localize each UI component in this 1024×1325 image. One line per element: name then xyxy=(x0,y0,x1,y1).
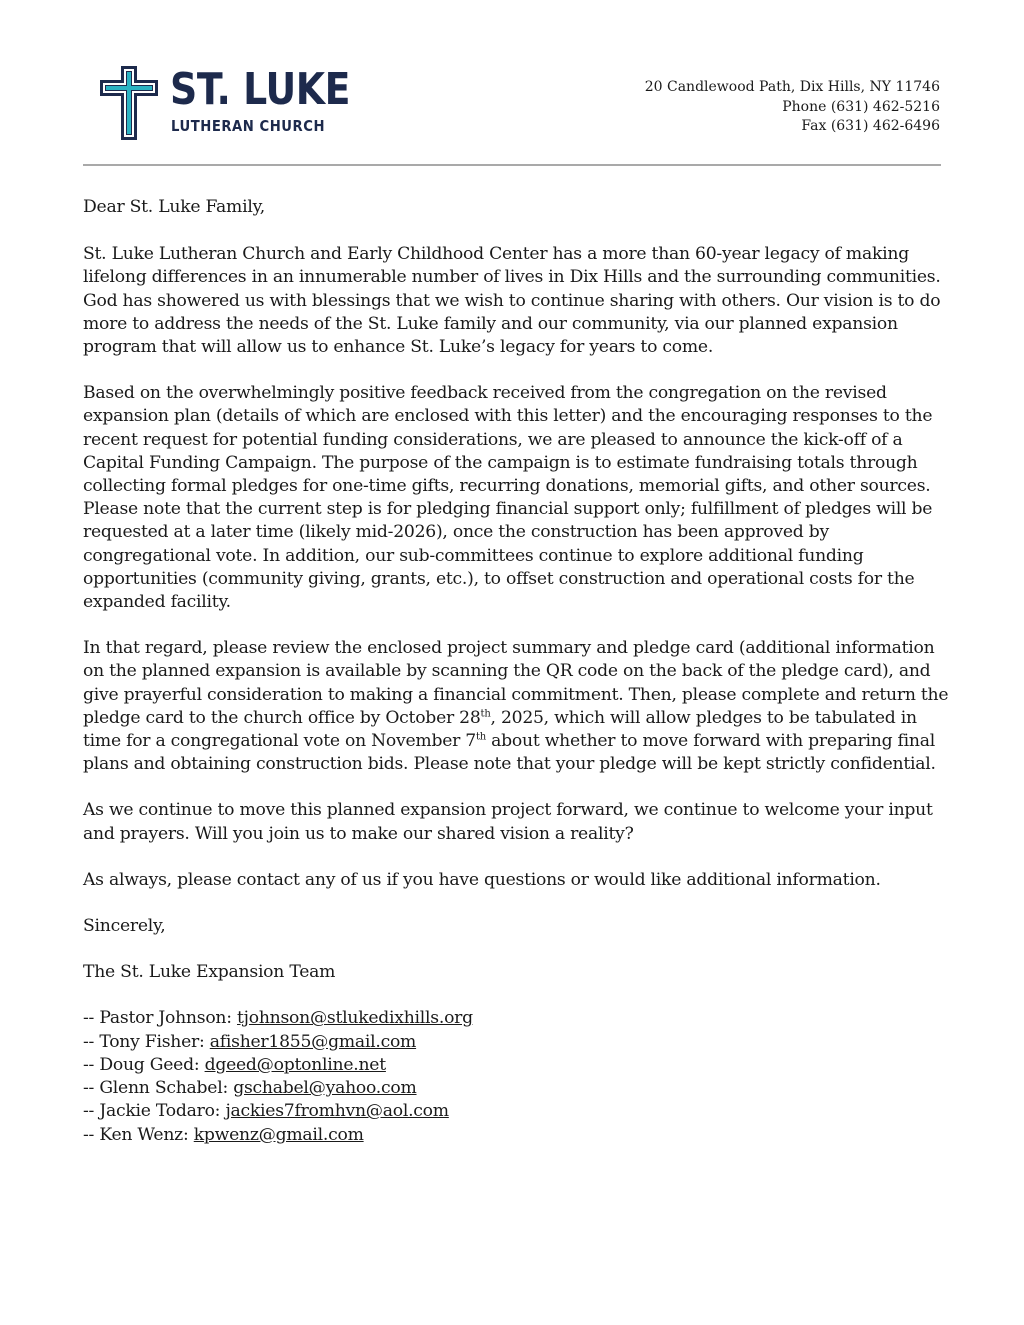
address-fax: Fax (631) 462-6496 xyxy=(801,118,940,134)
paragraph-3-part-3: about whether to move forward with preparing final plans and obtaining construction bids. Please note that your pledge will be kept strictly confidential. xyxy=(83,731,936,775)
contact-email-link[interactable]: jackies7fromhvn@aol.com xyxy=(225,1101,449,1122)
contact-email-link[interactable]: afisher1855@gmail.com xyxy=(209,1031,417,1052)
contact-item xyxy=(83,1100,953,1123)
contact-name: -- Ken Wenz: xyxy=(83,1124,194,1145)
greeting: Dear St. Luke Family, xyxy=(83,197,265,217)
address-block xyxy=(645,78,940,137)
contact-list xyxy=(83,1007,953,1146)
paragraph-2: Based on the overwhelmingly positive feedback received from the congregation on the revised expansion plan (details of which are enclosed with this letter) and the encouraging responses to the recent request for potential funding considerations, we are pleased to announce the kick-off of a Capital Funding Campaign. The purpose of the campaign is to estimate fundraising totals through collecting formal pledges for one-time gifts, recurring donations, memorial gifts, and other sources. Please note that the current step is for pledging financial support only; fulfillment of pledges will be requested at a later time (likely mid-2026), once the construction has been approved by congregational vote. In addition, our sub-committees continue to explore additional funding opportunities (community giving, grants, etc.), to offset construction and operational costs for the expanded facility. xyxy=(83,383,933,613)
paragraph-1: St. Luke Lutheran Church and Early Childhood Center has a more than 60-year legacy of making lifelong differences in an innumerable number of lives in Dix Hills and the surrounding communities. God has showered us with blessings that we wish to continue sharing with others. Our vision is to do more to address the needs of the St. Luke family and our community, via our planned expansion program that will allow us to enhance St. Luke’s legacy for years to come. xyxy=(83,244,941,358)
contact-name: -- Doug Geed: xyxy=(83,1054,205,1075)
paragraph-3 xyxy=(83,637,953,776)
contact-item xyxy=(83,1007,953,1030)
contact-email-link[interactable]: kpwenz@gmail.com xyxy=(193,1124,364,1145)
paragraph-3-part-2: , 2025, which will allow pledges to be tabulated in time for a congregational vote on November 7 xyxy=(83,707,917,752)
contact-name: -- Glenn Schabel: xyxy=(83,1078,234,1099)
address-street: 20 Candlewood Path, Dix Hills, NY 11746 xyxy=(644,79,940,95)
contact-item xyxy=(83,1031,953,1054)
contact-email-link[interactable]: tjohnson@stlukedixhills.org xyxy=(237,1008,473,1029)
contact-name: -- Tony Fisher: xyxy=(83,1031,210,1052)
contact-email-link[interactable]: gschabel@yahoo.com xyxy=(233,1078,417,1099)
superscript-2: th xyxy=(475,731,486,743)
header-divider xyxy=(83,164,941,166)
contact-item xyxy=(83,1054,953,1077)
contact-name: -- Pastor Johnson: xyxy=(83,1008,237,1029)
logo-name: ST. LUKE xyxy=(170,64,351,115)
contact-name: -- Jackie Todaro: xyxy=(83,1101,226,1122)
superscript-1: th xyxy=(480,708,491,720)
paragraph-3-part-1: In that regard, please review the enclosed project summary and pledge card (additional information on the planned expansion is available by scanning the QR code on the back of the pledge card), and give prayerful consideration to making a financial commitment. Then, please complete and return the pledge card to the church office by October 28 xyxy=(83,638,949,728)
contact-item xyxy=(83,1077,953,1100)
church-logo xyxy=(100,64,351,146)
address-phone: Phone (631) 462-5216 xyxy=(782,98,940,115)
letter-body xyxy=(83,196,953,1147)
contact-item xyxy=(83,1124,953,1147)
paragraph-5: As always, please contact any of us if you have questions or would like additional information. xyxy=(83,869,881,890)
cross-icon xyxy=(100,66,158,140)
paragraph-4: As we continue to move this planned expansion project forward, we continue to welcome your input and prayers. Will you join us to make our shared vision a reality? xyxy=(83,800,933,844)
closing: Sincerely, xyxy=(83,916,166,937)
signature: The St. Luke Expansion Team xyxy=(83,962,336,983)
logo-subtitle: LUTHERAN CHURCH xyxy=(171,117,326,135)
contact-email-link[interactable]: dgeed@optonline.net xyxy=(204,1054,386,1075)
